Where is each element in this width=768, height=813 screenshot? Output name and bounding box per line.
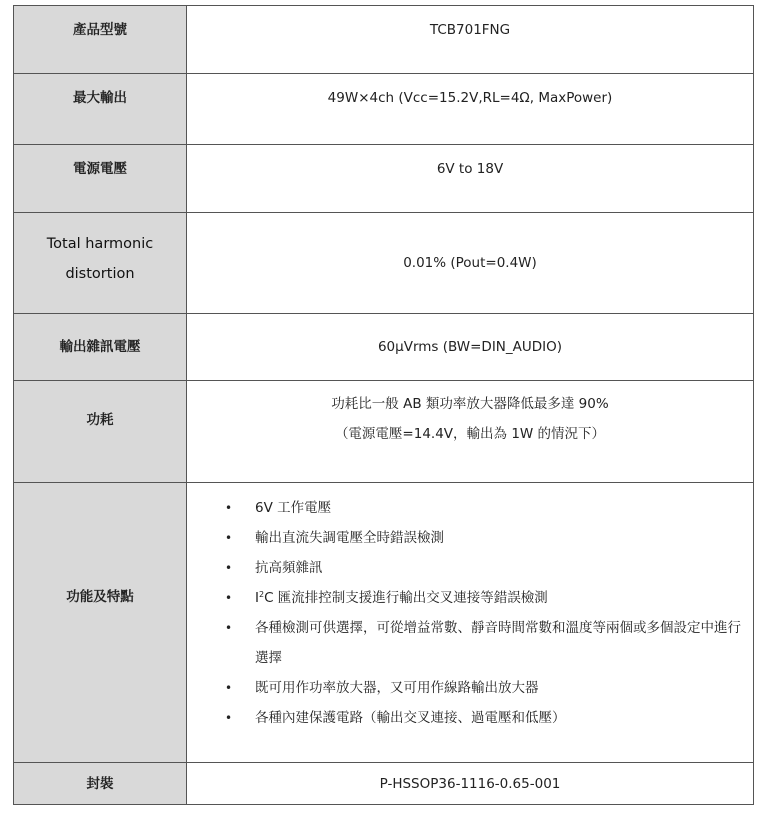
row-value-cell	[187, 145, 754, 213]
package-type: P-HSSOP36-1116-0.65-001	[379, 775, 561, 792]
row-label: 功耗	[86, 411, 114, 428]
row-value-cell	[187, 483, 754, 763]
spec-table	[13, 5, 754, 805]
bullet-icon: •	[225, 681, 233, 695]
power-consumption-line: 功耗比一般 AB 類功率放大器降低最多達 90%	[331, 396, 609, 412]
table-row	[14, 763, 754, 805]
row-label	[14, 213, 186, 289]
thd-value: 0.01% (Pout=0.4W)	[403, 255, 537, 271]
row-label: 最大輸出	[73, 90, 127, 106]
bullet-icon: •	[225, 561, 233, 575]
i2c-prefix: I	[255, 590, 259, 606]
row-label-line: distortion	[65, 266, 135, 282]
row-label: 封裝	[86, 775, 114, 792]
feature-text: 抗高頻雜訊	[255, 560, 323, 576]
bullet-icon: •	[225, 621, 233, 635]
row-value-cell	[187, 6, 754, 74]
supply-voltage: 6V to 18V	[436, 161, 504, 177]
row-label-cell	[14, 314, 187, 381]
row-label: 輸出雜訊電壓	[59, 339, 141, 355]
power-consumption-note: （電源電壓=14.4V，輸出為 1W 的情況下）	[334, 426, 606, 442]
row-value-cell	[187, 213, 754, 314]
feature-text: 各種檢測可供選擇，可從增益常數、靜音時間常數和溫度等兩個或多個設定中進行選擇	[255, 620, 741, 666]
table-row	[14, 145, 754, 213]
row-value-cell	[187, 314, 754, 381]
list-item	[225, 583, 745, 613]
row-label-cell	[14, 213, 187, 314]
bullet-icon: •	[225, 501, 233, 515]
list-item	[225, 493, 745, 523]
i2c-superscript: 2	[258, 590, 265, 599]
bullet-icon: •	[225, 591, 233, 605]
row-label-cell	[14, 483, 187, 763]
row-label: 功能及特點	[66, 588, 134, 605]
output-noise-voltage: 60μVrms (BW=DIN_AUDIO)	[377, 339, 563, 355]
row-label: 產品型號	[73, 22, 127, 38]
list-item	[225, 553, 745, 583]
feature-text: 各種內建保護電路（輸出交叉連接、過電壓和低壓）	[255, 710, 566, 726]
row-label-line: Total harmonic	[46, 236, 154, 252]
model-number: TCB701FNG	[429, 22, 511, 38]
list-item	[225, 703, 745, 733]
row-label-cell	[14, 6, 187, 74]
bullet-icon: •	[225, 711, 233, 725]
list-item	[225, 673, 745, 703]
feature-text: 6V 工作電壓	[255, 500, 332, 516]
row-value-cell	[187, 763, 754, 805]
list-item	[225, 613, 745, 673]
table-row	[14, 6, 754, 74]
row-label-cell	[14, 763, 187, 805]
list-item	[225, 523, 745, 553]
row-label-cell	[14, 74, 187, 145]
row-label: 電源電壓	[73, 161, 127, 177]
bullet-icon: •	[225, 531, 233, 545]
row-label-cell	[14, 381, 187, 483]
row-value-cell	[187, 381, 754, 483]
table-row	[14, 213, 754, 314]
table-row	[14, 314, 754, 381]
row-label-cell	[14, 145, 187, 213]
table-row	[14, 483, 754, 763]
max-output: 49W×4ch (Vcc=15.2V,RL=4Ω, MaxPower)	[327, 90, 613, 106]
power-consumption	[187, 381, 753, 449]
feature-list	[187, 483, 753, 733]
feature-text: 既可用作功率放大器，又可用作線路輸出放大器	[255, 680, 539, 696]
feature-text: 輸出直流失調電壓全時錯誤檢測	[255, 530, 444, 546]
feature-text: C 匯流排控制支援進行輸出交叉連接等錯誤檢測	[264, 590, 548, 606]
row-value-cell	[187, 74, 754, 145]
table-row	[14, 74, 754, 145]
table-row	[14, 381, 754, 483]
